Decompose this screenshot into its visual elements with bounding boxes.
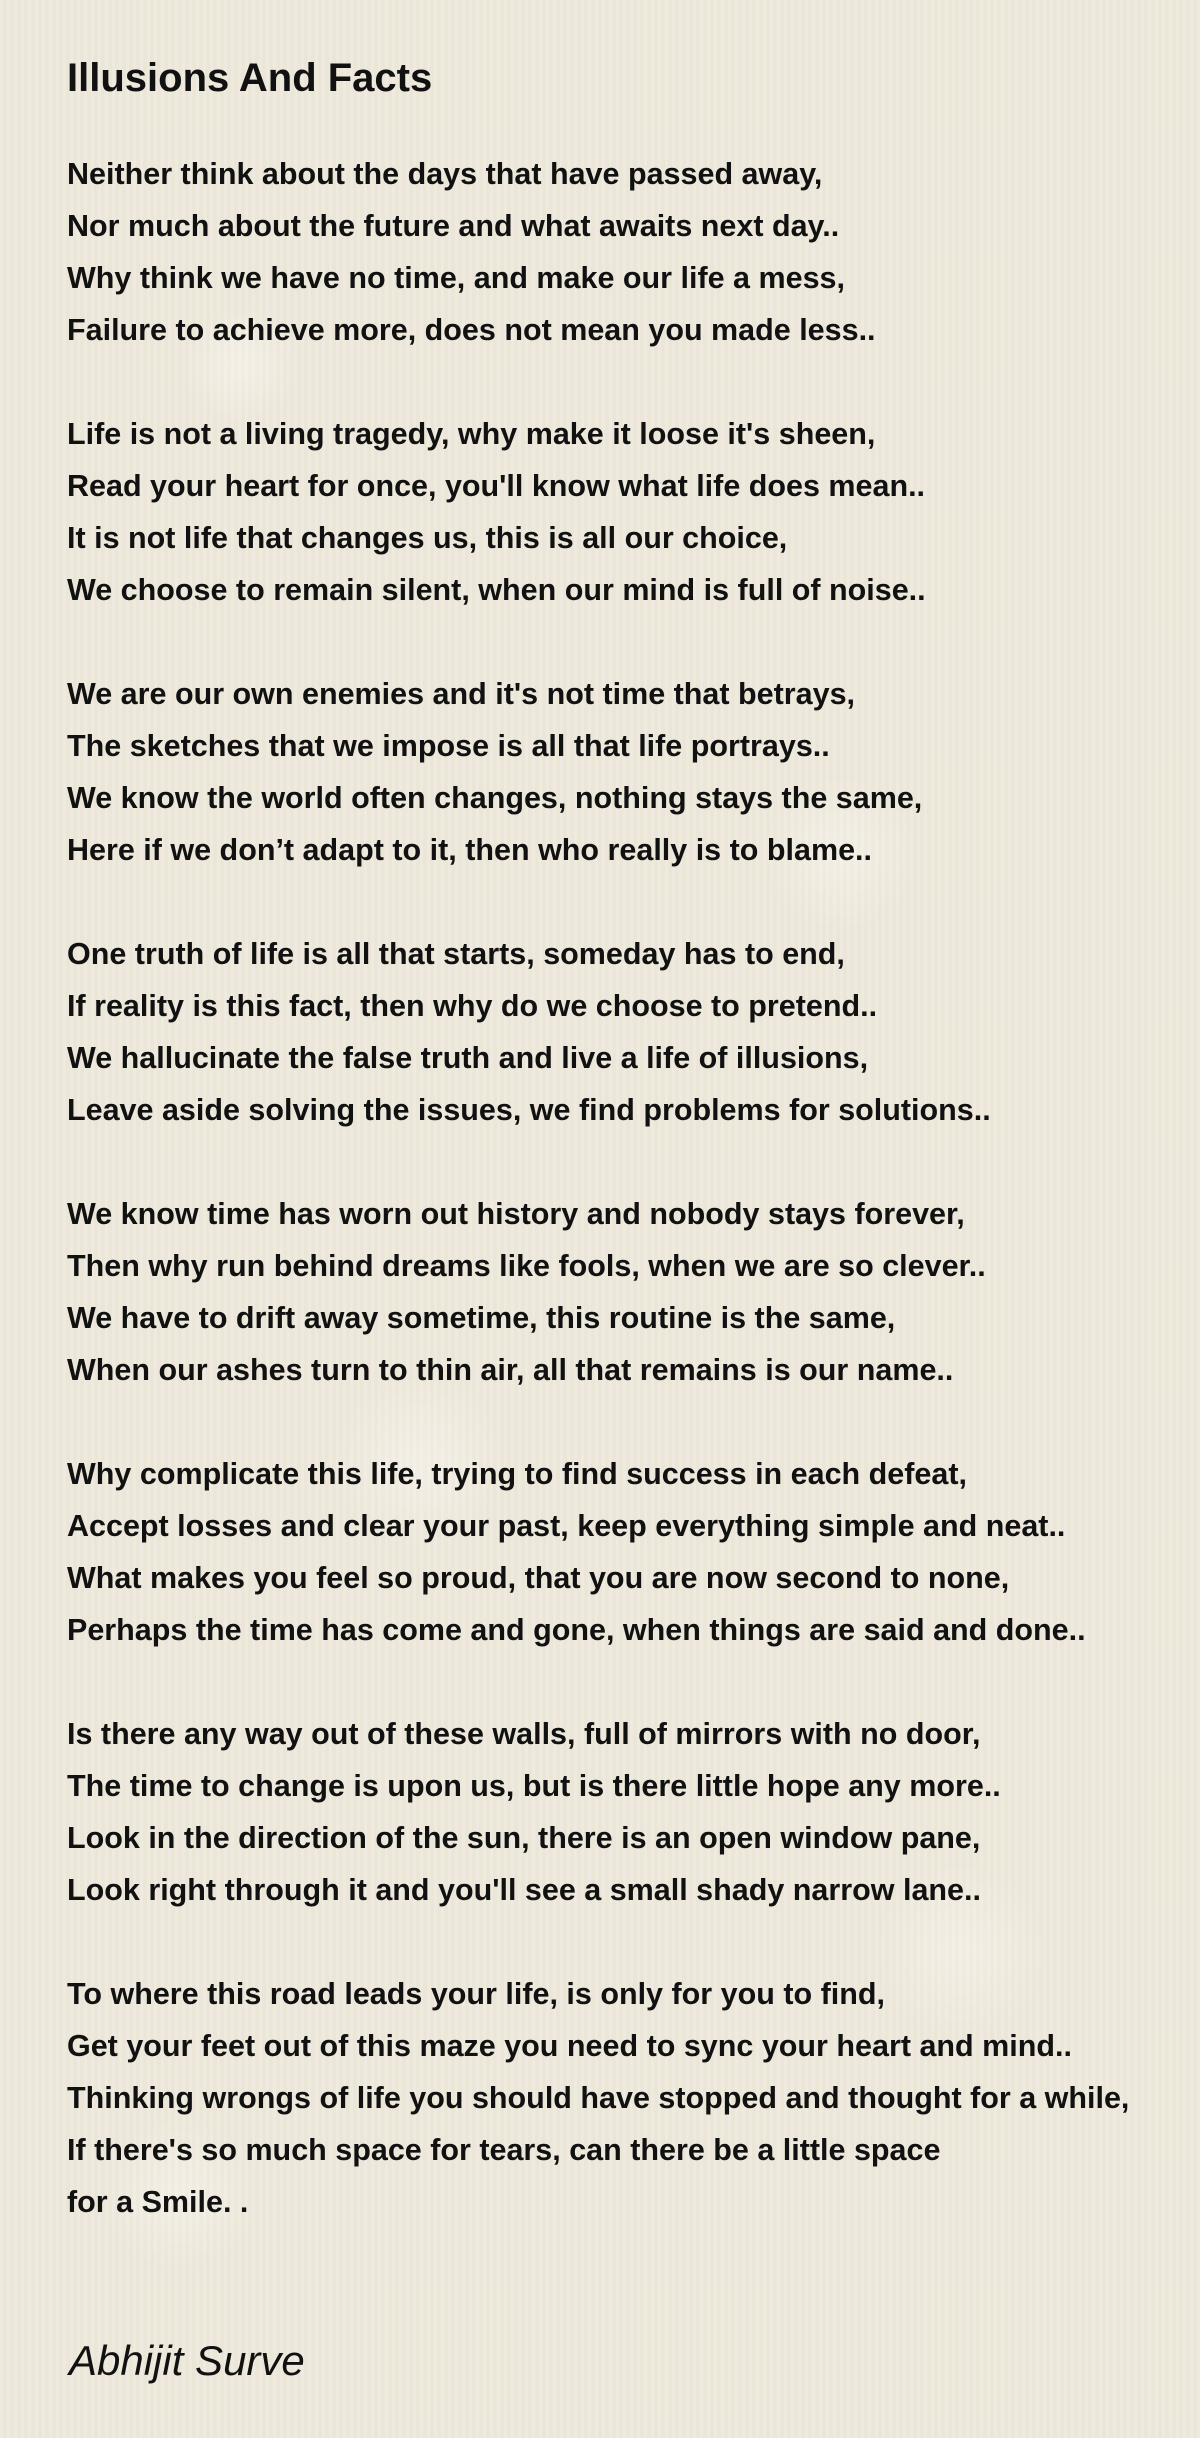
poem-line: Is there any way out of these walls, full of mirrors with no door, (67, 1717, 981, 1751)
poem-line: To where this road leads your life, is only for you to find, (67, 1977, 885, 2011)
poem-line: Here if we don’t adapt to it, then who really is to blame.. (67, 833, 872, 867)
poem-line: We choose to remain silent, when our mind is full of noise.. (67, 573, 926, 607)
poem-line: for a Smile. . (67, 2185, 249, 2219)
poem-line: One truth of life is all that starts, someday has to end, (67, 937, 845, 971)
poem-line: We have to drift away sometime, this routine is the same, (67, 1301, 896, 1335)
poem-line: Life is not a living tragedy, why make it loose it's sheen, (67, 417, 876, 451)
poem-line: What makes you feel so proud, that you are now second to none, (67, 1561, 1010, 1595)
stanza-7 (67, 1708, 1197, 1916)
stanza-3 (67, 668, 1197, 876)
poem-line: We hallucinate the false truth and live a life of illusions, (67, 1041, 869, 1075)
poem-line: Thinking wrongs of life you should have stopped and thought for a while, (67, 2081, 1130, 2115)
stanza-2 (67, 408, 1197, 616)
stanza-5 (67, 1188, 1197, 1396)
poem-title: Illusions And Facts (67, 56, 433, 100)
poem-line: Why complicate this life, trying to find success in each defeat, (67, 1457, 967, 1491)
poem-line: Look right through it and you'll see a small shady narrow lane.. (67, 1873, 981, 1907)
poem-line: We know time has worn out history and nobody stays forever, (67, 1197, 965, 1231)
poem-line: Look in the direction of the sun, there is an open window pane, (67, 1821, 981, 1855)
poem-line: Neither think about the days that have passed away, (67, 157, 823, 191)
poem-line: If reality is this fact, then why do we choose to pretend.. (67, 989, 878, 1023)
poem-line: The time to change is upon us, but is there little hope any more.. (67, 1769, 1001, 1803)
poem-body (67, 148, 1197, 2280)
poem-line: Failure to achieve more, does not mean you made less.. (67, 313, 876, 347)
stanza-8 (67, 1968, 1197, 2228)
poem-line: Get your feet out of this maze you need to sync your heart and mind.. (67, 2029, 1072, 2063)
poem-line: Then why run behind dreams like fools, when we are so clever.. (67, 1249, 986, 1283)
poem-line: When our ashes turn to thin air, all that remains is our name.. (67, 1353, 954, 1387)
stanza-6 (67, 1448, 1197, 1656)
poem-line: If there's so much space for tears, can there be a little space (67, 2133, 941, 2167)
poem-line: We are our own enemies and it's not time that betrays, (67, 677, 856, 711)
stanza-4 (67, 928, 1197, 1136)
poem-line: Nor much about the future and what awaits next day.. (67, 209, 840, 243)
poem-line: Accept losses and clear your past, keep everything simple and neat.. (67, 1509, 1066, 1543)
poem-line: We know the world often changes, nothing stays the same, (67, 781, 923, 815)
poem-line: The sketches that we impose is all that life portrays.. (67, 729, 830, 763)
poem-line: Read your heart for once, you'll know what life does mean.. (67, 469, 926, 503)
poem-line: Leave aside solving the issues, we find problems for solutions.. (67, 1093, 991, 1127)
stanza-1 (67, 148, 1197, 356)
poem-line: Why think we have no time, and make our life a mess, (67, 261, 845, 295)
poem-line: Perhaps the time has come and gone, when things are said and done.. (67, 1613, 1086, 1647)
poem-line: It is not life that changes us, this is all our choice, (67, 521, 788, 555)
author-name: Abhijit Surve (69, 2337, 305, 2384)
